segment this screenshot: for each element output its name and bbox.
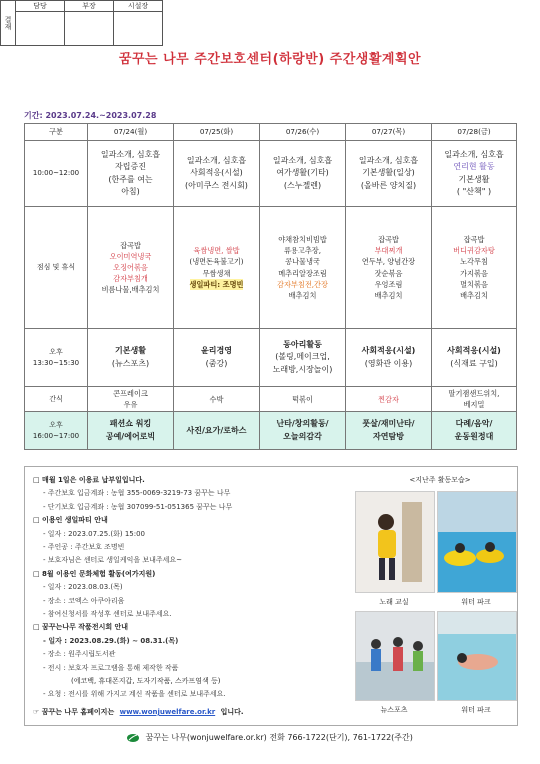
header-category: 구분: [25, 124, 88, 141]
cell-line: 수박: [209, 394, 224, 404]
photo-water-park-1: [437, 491, 517, 593]
period: 기간: 2023.07.24.~2023.07.28: [24, 111, 157, 120]
row-label: 간식: [25, 387, 88, 412]
notice-detail: - 장소 : 원주시립도서관: [43, 650, 116, 659]
cell-line: ( "산책" ): [456, 186, 492, 196]
cell-line: 여가생활(기타): [276, 168, 329, 178]
cell-line: (뉴스포츠): [111, 358, 150, 368]
cell-line: 아침): [121, 186, 140, 196]
notice-heading: □ 8월 이용인 문화체험 활동(여가지원): [33, 569, 156, 578]
schedule-cell: [260, 329, 346, 387]
cell-line: (줌강): [205, 358, 228, 368]
weekly-schedule-table: [24, 123, 517, 450]
cell-line: 콘프레이크: [113, 389, 148, 398]
schedule-cell: [88, 141, 174, 207]
schedule-row: [25, 387, 517, 412]
photo-caption: 노래 교실: [379, 598, 409, 606]
cell-line: 오늘의감각: [283, 431, 322, 441]
cell-line: 난타/창의활동/: [276, 419, 329, 429]
cell-line: 우엉조림: [374, 279, 403, 289]
cell-line: 야채참치비빔밥: [278, 235, 327, 245]
cell-line: (식재료 구입): [450, 358, 498, 368]
cell-line: 노래방,시장놀이): [272, 364, 333, 374]
homepage-link[interactable]: www.wonjuwelfare.or.kr: [119, 708, 216, 716]
notice-detail: - 단기보호 입금계좌 : 농협 307099-51-051365 꿈꾸는 나무: [43, 502, 233, 511]
leaf-logo-icon: [127, 733, 139, 743]
schedule-cell: [432, 329, 517, 387]
homepage-suffix: 입니다.: [220, 708, 244, 716]
photo-caption: 워터 파크: [461, 706, 491, 714]
cell-line: (스누젤렌): [283, 180, 322, 190]
cell-line: 잡곡밥: [463, 235, 485, 245]
notice-detail: - 보호자님은 센터로 생일케익을 보내주세요~: [43, 556, 183, 565]
schedule-cell: [346, 141, 432, 207]
cell-line: 무쌈생채: [202, 268, 231, 278]
cell-line: 육쌈냉면, 쌀밥: [193, 246, 240, 256]
notice-detail: - 장소 : 코엑스 아쿠아리움: [43, 596, 125, 605]
schedule-cell: [432, 412, 517, 450]
cell-line: 잣순볶음: [374, 268, 403, 278]
schedule-cell: [260, 412, 346, 450]
cell-line: 감자부침전,간장: [277, 279, 328, 289]
cell-line: 운동원정대: [454, 431, 494, 441]
schedule-row: [25, 207, 517, 329]
approval-sign-cell[interactable]: [65, 12, 114, 46]
cell-line: 버디귀감자탕: [453, 246, 495, 256]
cell-line: 배추김치: [374, 290, 403, 300]
schedule-cell: [174, 329, 260, 387]
cell-line: 기본생활: [115, 346, 146, 356]
cell-line: 베지밀: [463, 400, 485, 410]
notice-detail: - 전시 : 보호자 프로그램을 통해 제작한 작품: [43, 663, 179, 672]
cell-line: 자립증진: [115, 162, 146, 172]
footer: [0, 732, 540, 743]
schedule-cell: [174, 412, 260, 450]
cell-line: (영화관 이용): [364, 358, 413, 368]
cell-line: 메추리알장조림: [278, 268, 327, 278]
notice-detail: - 주인공 : 주간보호 조명빈: [43, 543, 125, 551]
notice-detail: - 주간보호 입금계좌 : 농협 355-0069-3219-73 꿈꾸는 나무: [43, 489, 231, 498]
approval-role: 시설장: [114, 1, 163, 12]
approval-label: 결재: [1, 1, 16, 46]
cell-line: 일과소개, 심호흡: [444, 149, 504, 159]
schedule-cell: [432, 387, 517, 412]
cell-line: 배추김치: [288, 290, 317, 300]
schedule-cell: [260, 207, 346, 329]
header-day: 07/25(화): [174, 124, 260, 141]
cell-line: 찐감자: [378, 394, 399, 404]
cell-line: 잡곡밥: [378, 235, 399, 245]
photo-caption: 뉴스포츠: [380, 706, 408, 714]
cell-line: 감자부침개: [113, 274, 148, 284]
cell-line: (냉면돈육불고기): [189, 257, 244, 267]
approval-sign-cell[interactable]: [114, 12, 163, 46]
schedule-cell: [174, 207, 260, 329]
schedule-cell: [88, 412, 174, 450]
schedule-cell: [174, 387, 260, 412]
notice-detail: (에코백, 휴대폰지갑, 도자기작품, 스카프염색 등): [71, 677, 221, 685]
notice-detail: - 참여신청서를 작성후 센터로 보내주세요.: [43, 610, 172, 618]
notice-detail: - 일자 : 2023.08.03.(목): [43, 583, 123, 592]
schedule-cell: [346, 329, 432, 387]
photo-water-park-2: [437, 611, 517, 701]
schedule-cell: [174, 141, 260, 207]
schedule-cell: [346, 387, 432, 412]
cell-line: 기본생활(일상): [362, 168, 415, 178]
cell-line: 잡곡밥: [120, 240, 141, 250]
cell-line: 일과소개, 심호흡: [100, 149, 161, 159]
footer-contact: 꿈꾸는 나무(wonjuwelfare.or.kr) 전화 766-1722(단기), 761-1722(주간): [145, 733, 413, 742]
homepage-prefix: ☞ 꿈꾸는 나무 홈페이지는: [33, 708, 115, 716]
schedule-cell: [88, 387, 174, 412]
cell-line: 가지볶음: [460, 268, 488, 278]
schedule-cell: [346, 412, 432, 450]
cell-line: (올바른 양치질): [360, 180, 417, 190]
header-day: 07/26(수): [260, 124, 346, 141]
row-label: 점심 및 휴식: [25, 207, 88, 329]
row-label: 오후 13:30~15:30: [25, 329, 88, 387]
gallery-title: <지난주 활동모습>: [409, 476, 471, 484]
page-title: 꿈꾸는 나무 주간보호센터(하랑반) 주간생활계획안: [118, 52, 422, 67]
cell-line: 딸기잼샌드위치,: [448, 389, 500, 398]
cell-line: 부대찌개: [374, 246, 403, 256]
cell-line: 동아리활동: [283, 339, 322, 349]
cell-line: 자연탐방: [373, 431, 404, 441]
notice-heading: □ 이용인 생일파티 안내: [33, 516, 108, 525]
approval-box: [0, 0, 163, 46]
schedule-cell: [260, 387, 346, 412]
cell-line: 풋살/재미난타/: [362, 419, 415, 429]
cell-line: 윤리경영: [201, 346, 232, 356]
schedule-cell: [432, 207, 517, 329]
notice-detail: - 요청 : 전시를 위해 가지고 계신 작품을 센터로 보내주세요.: [43, 690, 226, 699]
approval-sign-cell[interactable]: [16, 12, 65, 46]
row-label: 10:00~12:00: [25, 141, 88, 207]
cell-line: 연리현 활동: [453, 162, 495, 172]
header-day: 07/27(목): [346, 124, 432, 141]
homepage-line: [33, 707, 244, 717]
cell-line: 일과소개, 심호흡: [358, 155, 419, 165]
schedule-cell: [88, 329, 174, 387]
cell-line: 사회적응(시설): [190, 168, 243, 178]
cell-line: 일과소개, 심호흡: [272, 155, 333, 165]
cell-line: 오징어볶음: [113, 262, 148, 272]
cell-line: 사회적응(시설): [447, 346, 501, 356]
cell-line: (아미쿠스 전시회): [185, 180, 248, 190]
approval-role: 담당: [16, 1, 65, 12]
notice-detail: - 일자 : 2023.08.29.(화) ~ 08.31.(목): [43, 636, 179, 645]
cell-line: 사진/요가/로하스: [186, 425, 247, 435]
cell-line: 우유: [123, 400, 138, 410]
schedule-row: [25, 412, 517, 450]
cell-line: (한주를 여는: [108, 174, 153, 184]
header-day: 07/24(월): [88, 124, 174, 141]
cell-line: 오이미역냉국: [109, 251, 152, 261]
schedule-cell: [260, 141, 346, 207]
cell-line: 떡볶이: [292, 394, 313, 404]
row-label: 오후 16:00~17:00: [25, 412, 88, 450]
cell-line: 패션쇼 워킹: [109, 419, 152, 429]
cell-line: 일과소개, 심호흡: [186, 155, 247, 165]
cell-line: 류용고추장,: [283, 246, 321, 256]
photo-caption: 워터 파크: [461, 598, 491, 606]
cell-line: 배추김치: [460, 290, 488, 300]
cell-line: (볼링,메이크업,: [275, 352, 330, 362]
cell-line: 생일파티: 조명빈: [189, 279, 244, 289]
notice-heading: □ 꿈꾸는나무 작품전시회 안내: [33, 623, 129, 632]
schedule-cell: [346, 207, 432, 329]
cell-line: 멸치볶음: [460, 279, 488, 289]
cell-line: 노각무침: [460, 257, 488, 267]
cell-line: 공예/에어로빅: [105, 431, 156, 441]
schedule-row: [25, 141, 517, 207]
photo-singing-class: [355, 491, 435, 593]
schedule-row: [25, 329, 517, 387]
notice-detail: - 일자 : 2023.07.25.(화) 15:00: [43, 529, 146, 538]
photo-new-sports: [355, 611, 435, 701]
cell-line: 콩나물냉국: [285, 257, 320, 267]
cell-line: 비름나물,배추김치: [101, 285, 160, 295]
schedule-cell: [432, 141, 517, 207]
approval-role: 부장: [65, 1, 114, 12]
notice-box: [24, 466, 518, 726]
header-day: 07/28(금): [432, 124, 517, 141]
cell-line: 연두부, 양념간장: [361, 257, 416, 267]
cell-line: 사회적응(시설): [361, 346, 416, 356]
notice-heading: □ 매월 1일은 이용료 납부일입니다.: [33, 476, 145, 484]
cell-line: 다례/음악/: [455, 419, 493, 429]
schedule-cell: [88, 207, 174, 329]
cell-line: 기본생활: [458, 174, 490, 184]
